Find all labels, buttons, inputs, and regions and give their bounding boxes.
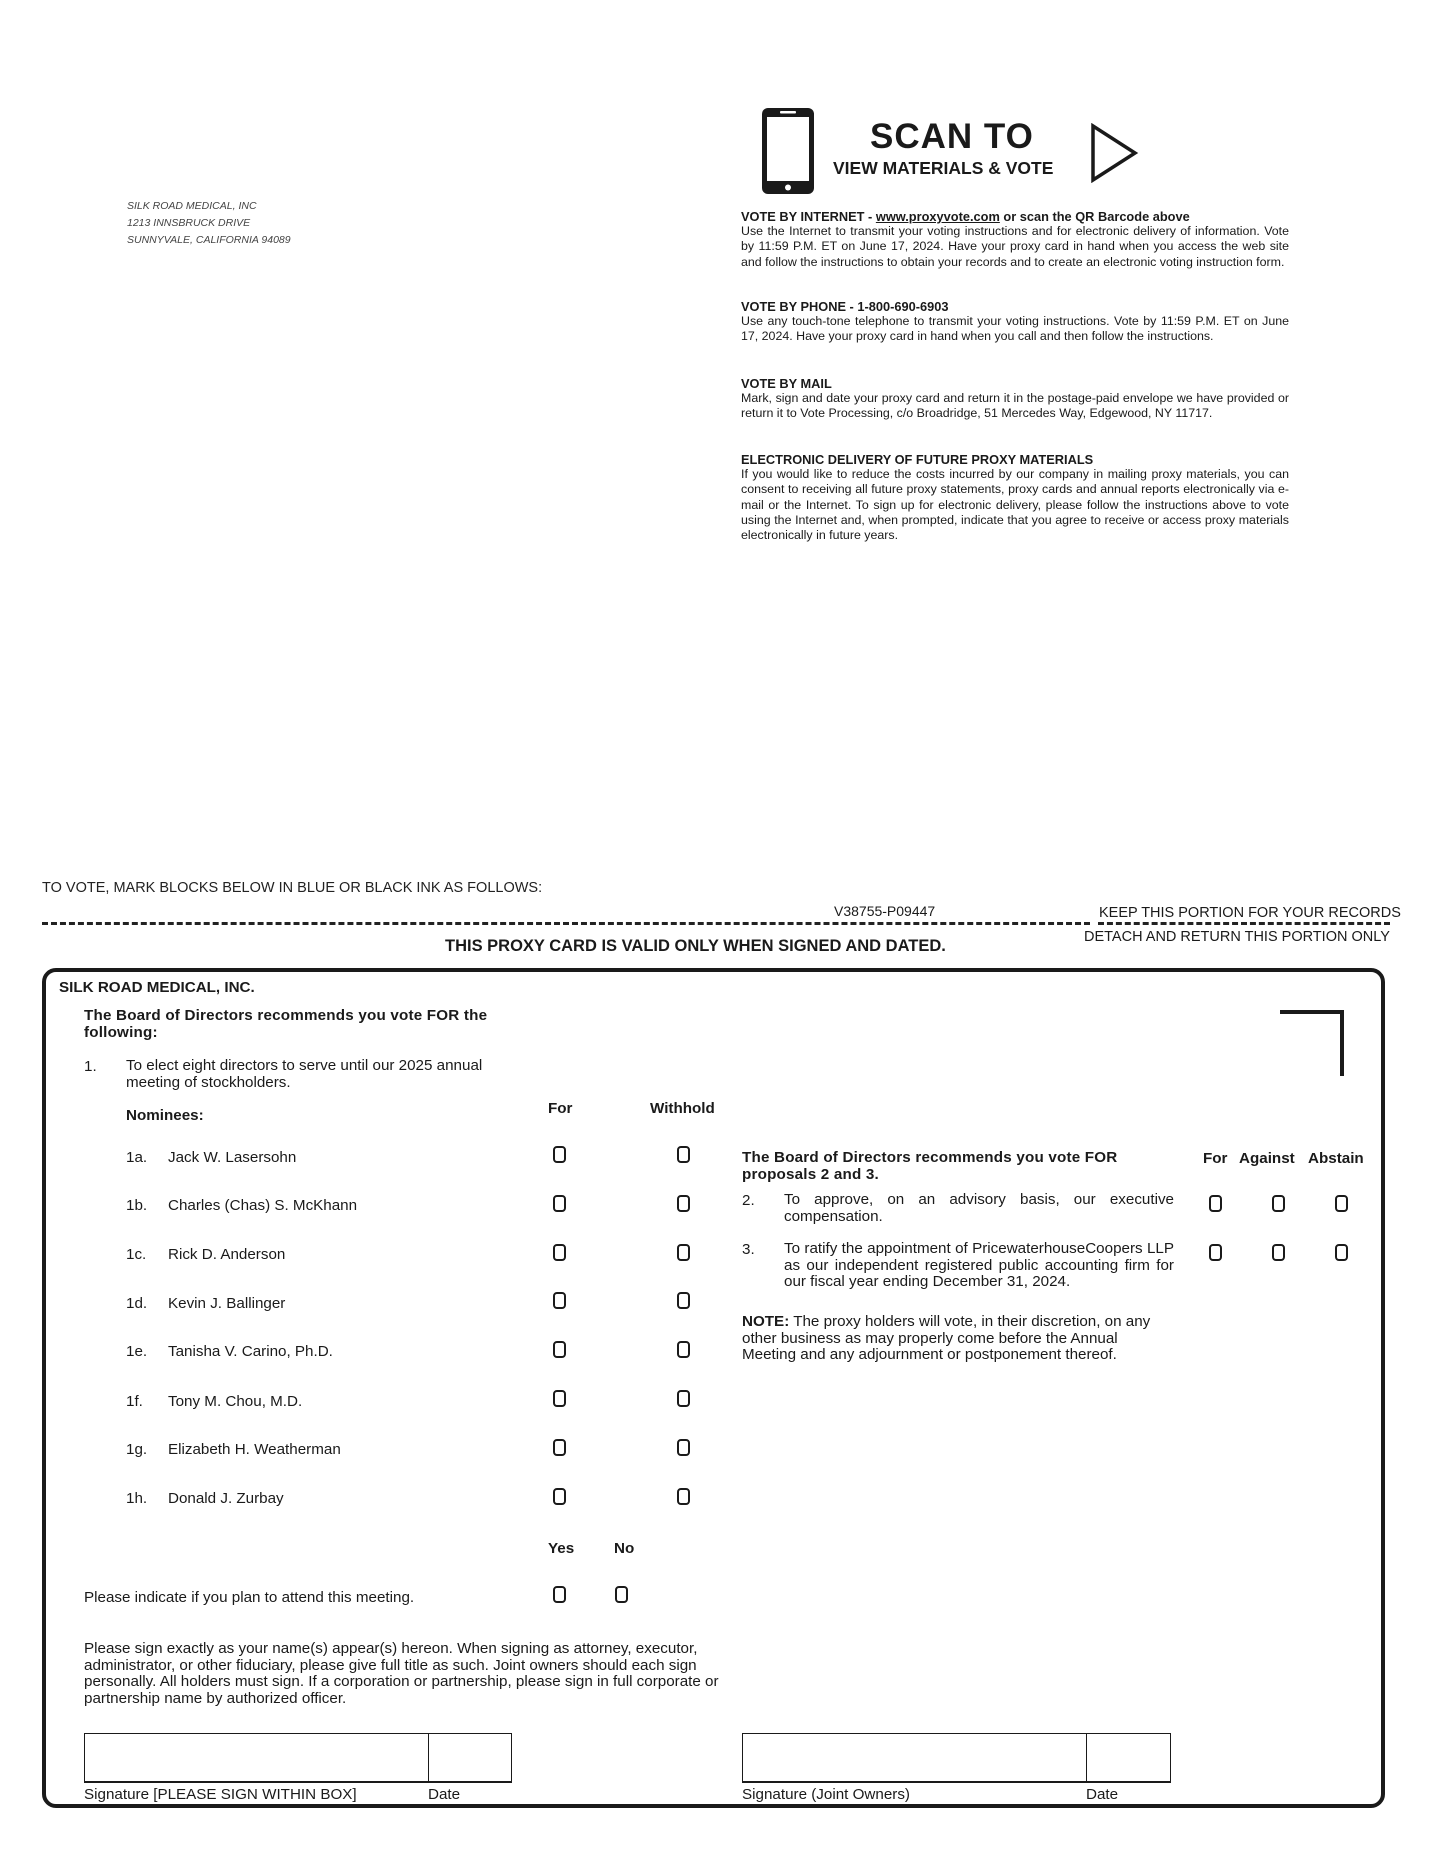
- nominee-1f-withhold-checkbox[interactable]: [677, 1390, 690, 1407]
- nominee-name: Kevin J. Ballinger: [168, 1295, 286, 1312]
- column-for-header-right: For: [1203, 1150, 1228, 1167]
- proposal-3-against-checkbox[interactable]: [1272, 1244, 1285, 1261]
- joint-signature-label: Signature (Joint Owners): [742, 1786, 910, 1803]
- proposal-3-text: To ratify the appointment of PricewaterhouseCoopers LLP as our independent registered public accounting firm for our fiscal year ending December 31, 2024.: [784, 1240, 1174, 1290]
- proposal-3-for-checkbox[interactable]: [1209, 1244, 1222, 1261]
- nominee-1c-withhold-checkbox[interactable]: [677, 1244, 690, 1261]
- nominee-1e-withhold-checkbox[interactable]: [677, 1341, 690, 1358]
- vote-mail-heading: VOTE BY MAIL: [741, 376, 832, 391]
- attend-yes-checkbox[interactable]: [553, 1586, 566, 1603]
- nominee-name: Jack W. Lasersohn: [168, 1149, 297, 1166]
- nominee-code: 1d.: [126, 1295, 148, 1312]
- play-arrow-icon: [1090, 123, 1140, 183]
- return-address: [127, 198, 291, 249]
- nominee-1c-for-checkbox[interactable]: [553, 1244, 566, 1261]
- nominee-code: 1f.: [126, 1393, 143, 1410]
- proposal-3-abstain-checkbox[interactable]: [1335, 1244, 1348, 1261]
- proxyvote-link[interactable]: www.proxyvote.com: [875, 209, 1000, 224]
- board-recommendation-2: The Board of Directors recommends you vote FOR proposals 2 and 3.: [742, 1149, 1118, 1183]
- proposal-2-against-checkbox[interactable]: [1272, 1195, 1285, 1212]
- date-label: Date: [428, 1786, 461, 1803]
- note-text: [742, 1314, 1174, 1364]
- nominee-1h-withhold-checkbox[interactable]: [677, 1488, 690, 1505]
- column-no-header: No: [614, 1540, 635, 1557]
- electronic-delivery: [741, 452, 1289, 543]
- return-address-line: SUNNYVALE, CALIFORNIA 94089: [127, 234, 291, 246]
- joint-date-label: Date: [1086, 1786, 1119, 1803]
- keep-portion-text: KEEP THIS PORTION FOR YOUR RECORDS: [1099, 905, 1401, 921]
- item-1-number: 1.: [84, 1058, 97, 1075]
- vote-by-internet: [741, 209, 1289, 270]
- joint-signature-box[interactable]: [742, 1733, 1087, 1783]
- nominee-name: Rick D. Anderson: [168, 1246, 286, 1263]
- nominee-1a-withhold-checkbox[interactable]: [677, 1146, 690, 1163]
- vote-by-mail: [741, 376, 1289, 422]
- vote-phone-heading: VOTE BY PHONE - 1-800-690-6903: [741, 299, 949, 314]
- attend-meeting-text: Please indicate if you plan to attend this meeting.: [84, 1589, 415, 1606]
- nominee-code: 1b.: [126, 1197, 148, 1214]
- column-for-header: For: [548, 1100, 573, 1117]
- nominee-name: Donald J. Zurbay: [168, 1490, 284, 1507]
- vote-internet-prefix: VOTE BY INTERNET -: [741, 209, 876, 224]
- attend-no-checkbox[interactable]: [615, 1586, 628, 1603]
- smartphone-icon: [760, 106, 816, 196]
- detach-portion-text: DETACH AND RETURN THIS PORTION ONLY: [1084, 929, 1390, 945]
- nominee-name: Elizabeth H. Weatherman: [168, 1441, 341, 1458]
- nominee-1f-for-checkbox[interactable]: [553, 1390, 566, 1407]
- nominee-name: Charles (Chas) S. McKhann: [168, 1197, 358, 1214]
- detach-dashed-line: [42, 922, 1090, 925]
- column-withhold-header: Withhold: [650, 1100, 715, 1117]
- nominee-1a-for-checkbox[interactable]: [553, 1146, 566, 1163]
- company-name: SILK ROAD MEDICAL, INC.: [59, 979, 255, 996]
- nominee-code: 1a.: [126, 1149, 148, 1166]
- proposal-2-for-checkbox[interactable]: [1209, 1195, 1222, 1212]
- column-abstain-header: Abstain: [1308, 1150, 1364, 1167]
- column-yes-header: Yes: [548, 1540, 575, 1557]
- item-1-text: To elect eight directors to serve until our 2025 annual meeting of stockholders.: [126, 1057, 483, 1091]
- nominee-1g-for-checkbox[interactable]: [553, 1439, 566, 1456]
- vote-internet-heading: [741, 209, 1289, 224]
- vote-internet-body: Use the Internet to transmit your voting instructions and for electronic delivery of information. Vote by 11:59 P.M. ET on June 17, 2024. Have your proxy card in hand when you access the web site and follow the instructions to obtain your records and to create an electronic voting instruction form.: [741, 224, 1289, 269]
- detach-dashed-line-right: [1098, 922, 1390, 925]
- nominee-1d-withhold-checkbox[interactable]: [677, 1292, 690, 1309]
- vote-mail-body: Mark, sign and date your proxy card and return it in the postage-paid envelope we have provided or return it to Vote Processing, c/o Broadridge, 51 Mercedes Way, Edgewood, NY 11717.: [741, 391, 1289, 421]
- corner-registration-mark: [1280, 1010, 1344, 1076]
- vote-internet-suffix: or scan the QR Barcode above: [999, 209, 1190, 224]
- nominee-1b-for-checkbox[interactable]: [553, 1195, 566, 1212]
- signature-box[interactable]: [84, 1733, 429, 1783]
- control-number: V38755-P09447: [834, 903, 936, 919]
- return-address-line: SILK ROAD MEDICAL, INC: [127, 200, 257, 212]
- nominees-label: Nominees:: [126, 1107, 204, 1124]
- return-address-line: 1213 INNSBRUCK DRIVE: [127, 217, 251, 229]
- nominee-name: Tanisha V. Carino, Ph.D.: [168, 1343, 333, 1360]
- proposal-2-abstain-checkbox[interactable]: [1335, 1195, 1348, 1212]
- nominee-1g-withhold-checkbox[interactable]: [677, 1439, 690, 1456]
- vote-phone-body: Use any touch-tone telephone to transmit your voting instructions. Vote by 11:59 P.M. ET on June 17, 2024. Have your proxy card in hand when you call and then follow the instructions.: [741, 314, 1289, 344]
- proposal-3-number: 3.: [742, 1241, 755, 1258]
- joint-date-box[interactable]: [1086, 1733, 1171, 1783]
- note-label: NOTE:: [742, 1313, 790, 1330]
- board-recommendation-1: The Board of Directors recommends you vote FOR the following:: [84, 1007, 488, 1041]
- nominee-1e-for-checkbox[interactable]: [553, 1341, 566, 1358]
- proposal-2-number: 2.: [742, 1192, 755, 1209]
- mark-instructions: TO VOTE, MARK BLOCKS BELOW IN BLUE OR BLACK INK AS FOLLOWS:: [42, 880, 543, 896]
- signing-instructions: Please sign exactly as your name(s) appear(s) hereon. When signing as attorney, executor, administrator, or other fiduciary, please give full title as such. Joint owners should each sign personally. All holders must sign. If a corporation or partnership, please sign in full corporate or partnership name by authorized officer.: [84, 1640, 719, 1707]
- nominee-code: 1c.: [126, 1246, 147, 1263]
- signature-label: Signature [PLEASE SIGN WITHIN BOX]: [84, 1786, 357, 1803]
- note-body: The proxy holders will vote, in their discretion, on any other business as may properly come before the Annual Meeting and any adjournment or postponement thereof.: [742, 1313, 1151, 1363]
- vote-by-phone: [741, 299, 1289, 345]
- valid-notice: THIS PROXY CARD IS VALID ONLY WHEN SIGNED AND DATED.: [445, 937, 946, 955]
- nominee-code: 1g.: [126, 1441, 148, 1458]
- scan-title: SCAN TO: [870, 117, 1034, 156]
- column-against-header: Against: [1239, 1150, 1295, 1167]
- scan-subtitle: VIEW MATERIALS & VOTE: [833, 158, 1054, 178]
- nominee-name: Tony M. Chou, M.D.: [168, 1393, 303, 1410]
- electronic-delivery-body: If you would like to reduce the costs incurred by our company in mailing proxy materials, you can consent to receiving all future proxy statements, proxy cards and annual reports electronically via e-mail or the Internet. To sign up for electronic delivery, please follow the instructions above to vote using the Internet and, when prompted, indicate that you agree to receive or access proxy materials electronically in future years.: [741, 467, 1289, 543]
- date-box[interactable]: [428, 1733, 512, 1783]
- nominee-1d-for-checkbox[interactable]: [553, 1292, 566, 1309]
- proposal-2-text: To approve, on an advisory basis, our executive compensation.: [784, 1191, 1174, 1225]
- nominee-code: 1h.: [126, 1490, 148, 1507]
- electronic-delivery-heading: ELECTRONIC DELIVERY OF FUTURE PROXY MATERIALS: [741, 452, 1094, 467]
- nominee-1h-for-checkbox[interactable]: [553, 1488, 566, 1505]
- nominee-code: 1e.: [126, 1343, 148, 1360]
- nominee-1b-withhold-checkbox[interactable]: [677, 1195, 690, 1212]
